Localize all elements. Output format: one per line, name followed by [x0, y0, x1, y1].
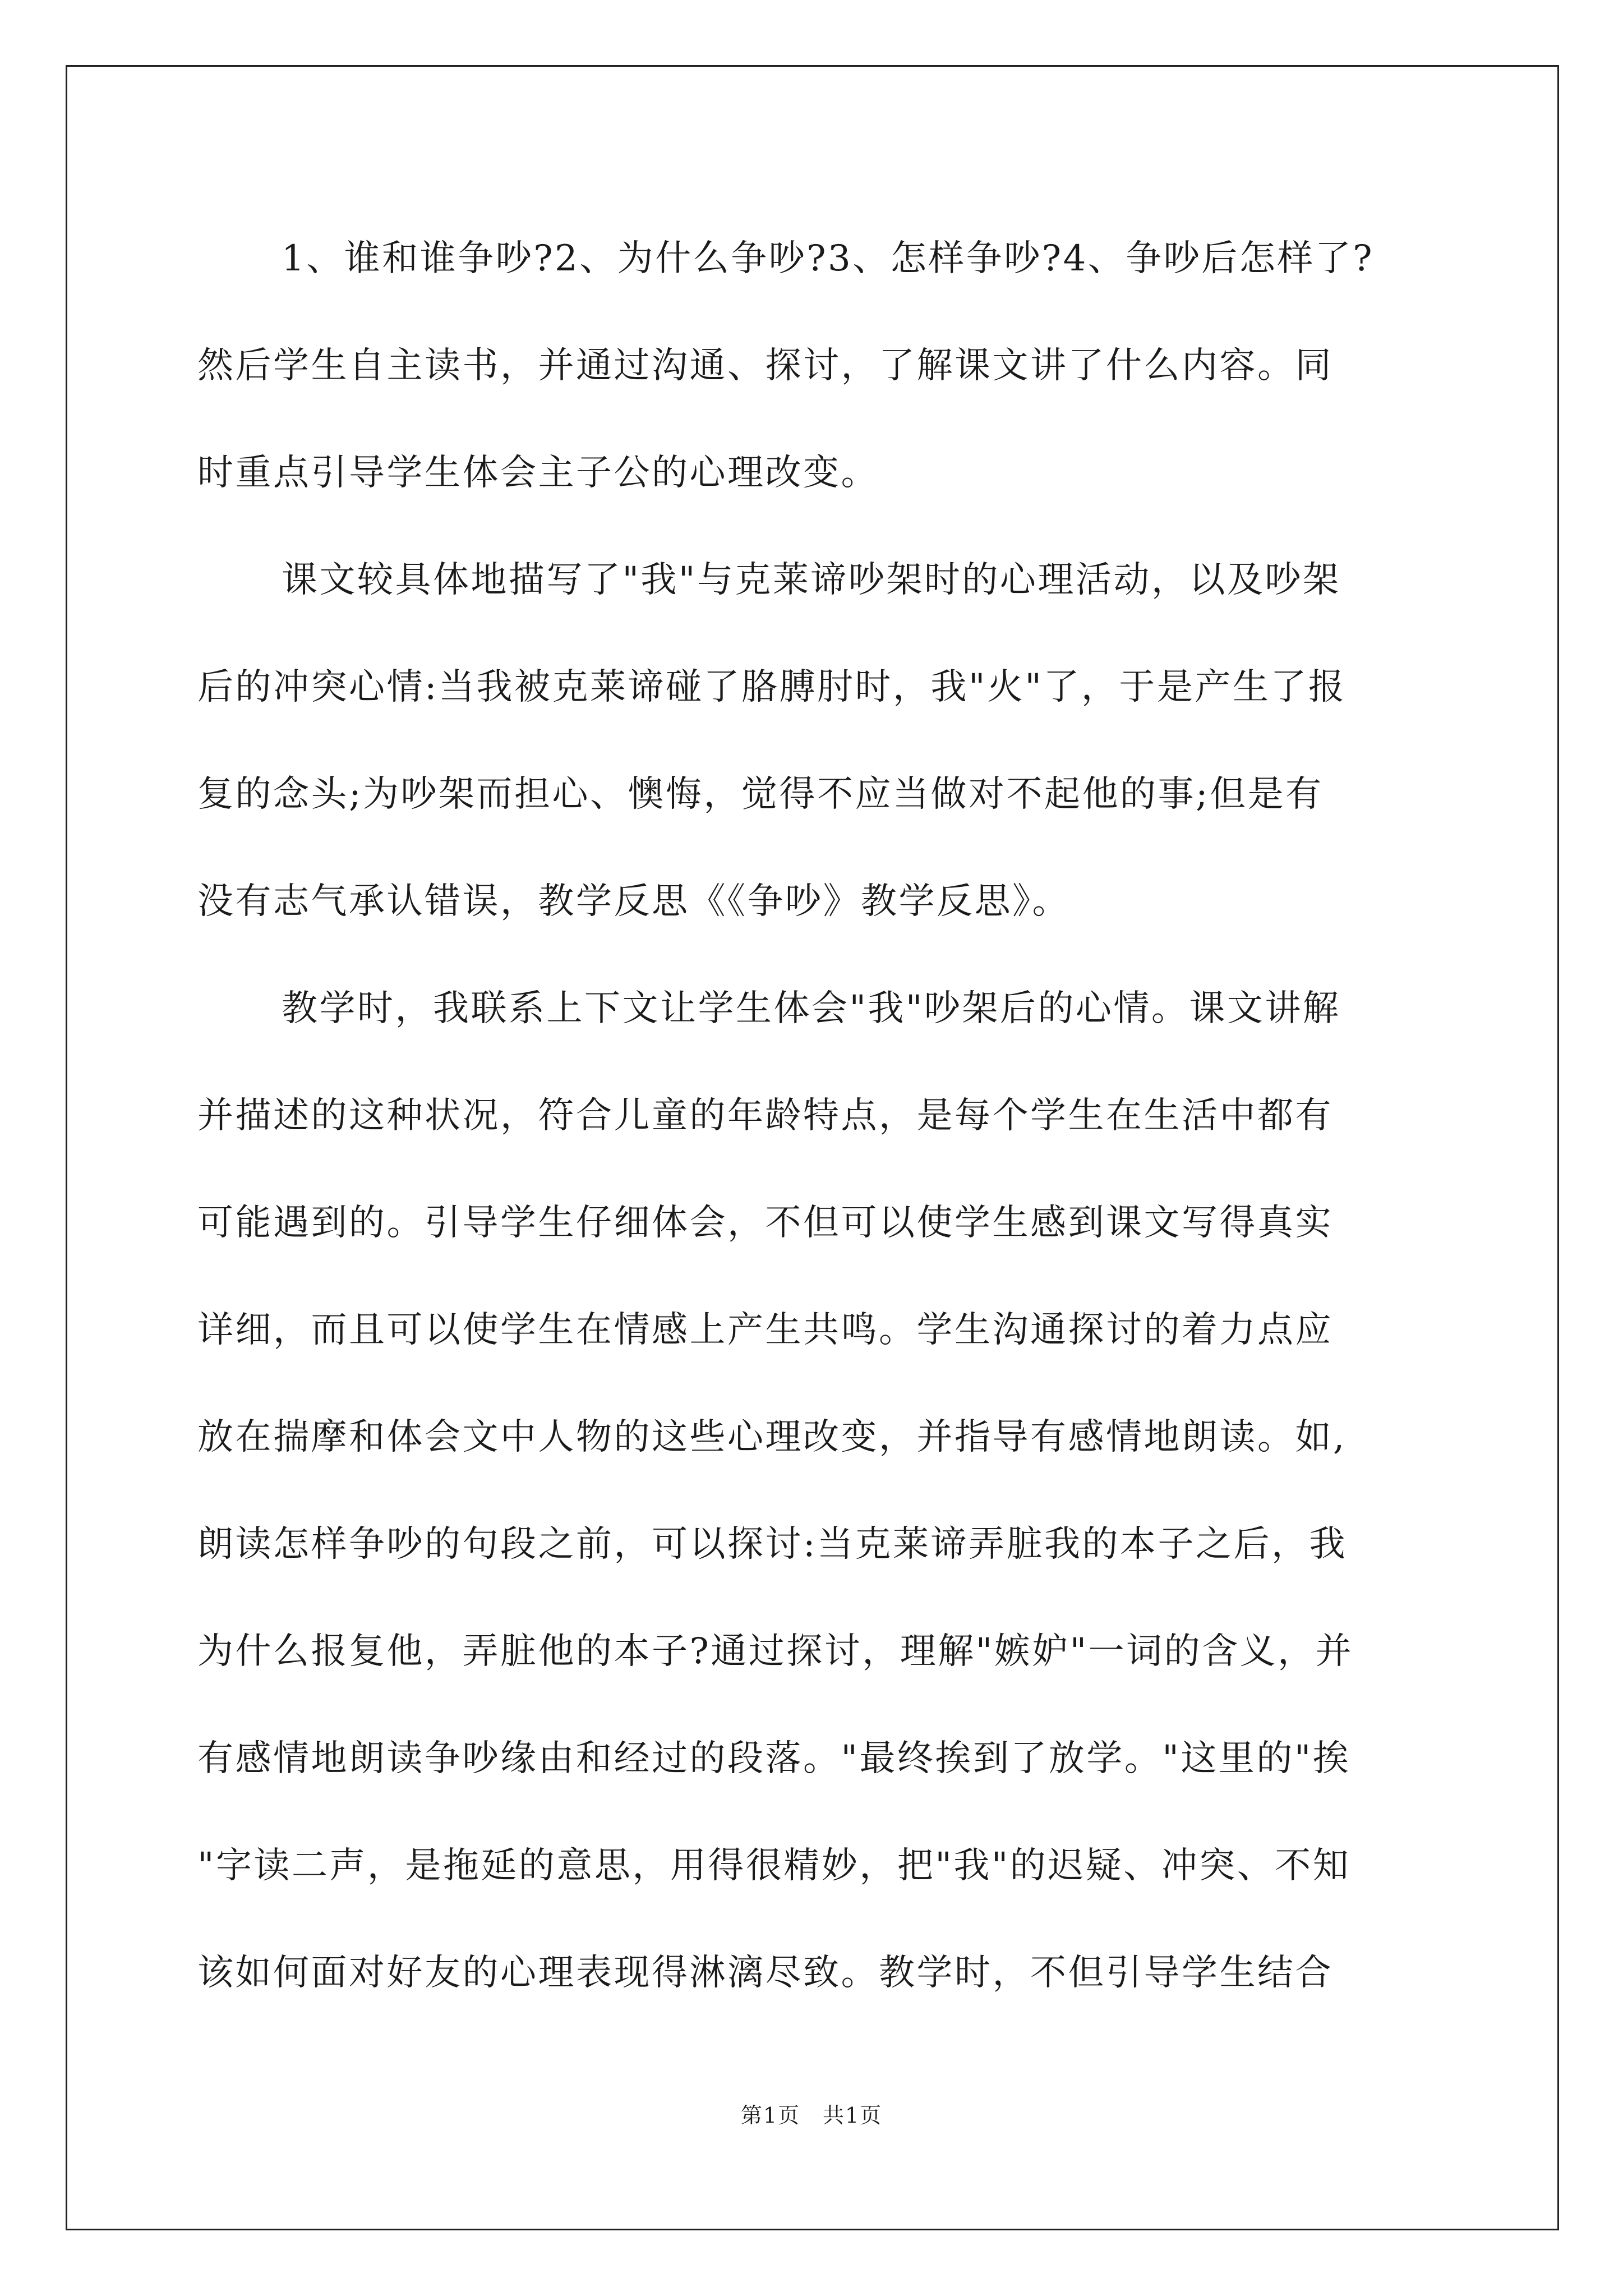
- text-line: 没有志气承认错误，教学反思《《争吵》教学反思》。: [197, 881, 1070, 922]
- document-body: [197, 205, 1431, 2027]
- text-line: 时重点引导学生体会主子公的心理改变。: [197, 452, 879, 494]
- text-line: 复的念头;为吵架而担心、懊悔，觉得不应当做对不起他的事;但是有: [197, 774, 1324, 815]
- text-line: "字读二声，是拖延的意思，用得很精妙，把"我"的迟疑、冲突、不知: [197, 1845, 1351, 1887]
- text-line: 朗读怎样争吵的句段之前，可以探讨:当克莱谛弄脏我的本子之后，我: [197, 1524, 1348, 1565]
- text-line: 教学时，我联系上下文让学生体会"我"吵架后的心情。课文讲解: [282, 988, 1341, 1029]
- text-line: 并描述的这种状况，符合儿童的年龄特点，是每个学生在生活中都有: [197, 1095, 1333, 1137]
- text-line: 为什么报复他，弄脏他的本子?通过探讨，理解"嫉妒"一词的含义，并: [197, 1631, 1354, 1672]
- text-line: 然后学生自主读书，并通过沟通、探讨，了解课文讲了什么内容。同: [197, 345, 1333, 386]
- text-line: 可能遇到的。引导学生仔细体会，不但可以使学生感到课文写得真实: [197, 1202, 1333, 1244]
- text-line: 有感情地朗读争吵缘由和经过的段落。"最终挨到了放学。"这里的"挨: [197, 1738, 1351, 1779]
- page-number-footer: 第1页 共1页: [740, 2103, 883, 2128]
- text-line: 课文较具体地描写了"我"与克莱谛吵架时的心理活动，以及吵架: [282, 559, 1341, 601]
- text-line: 1、谁和谁争吵?2、为什么争吵?3、怎样争吵?4、争吵后怎样了?: [282, 238, 1375, 279]
- text-line: 后的冲突心情:当我被克莱谛碰了胳膊肘时，我"火"了，于是产生了报: [197, 666, 1347, 708]
- text-line: 该如何面对好友的心理表现得淋漓尽致。教学时，不但引导学生结合: [197, 1952, 1333, 1994]
- text-line: 放在揣摩和体会文中人物的这些心理改变，并指导有感情地朗读。如,: [197, 1416, 1347, 1458]
- text-line: 详细，而且可以使学生在情感上产生共鸣。学生沟通探讨的着力点应: [197, 1309, 1333, 1351]
